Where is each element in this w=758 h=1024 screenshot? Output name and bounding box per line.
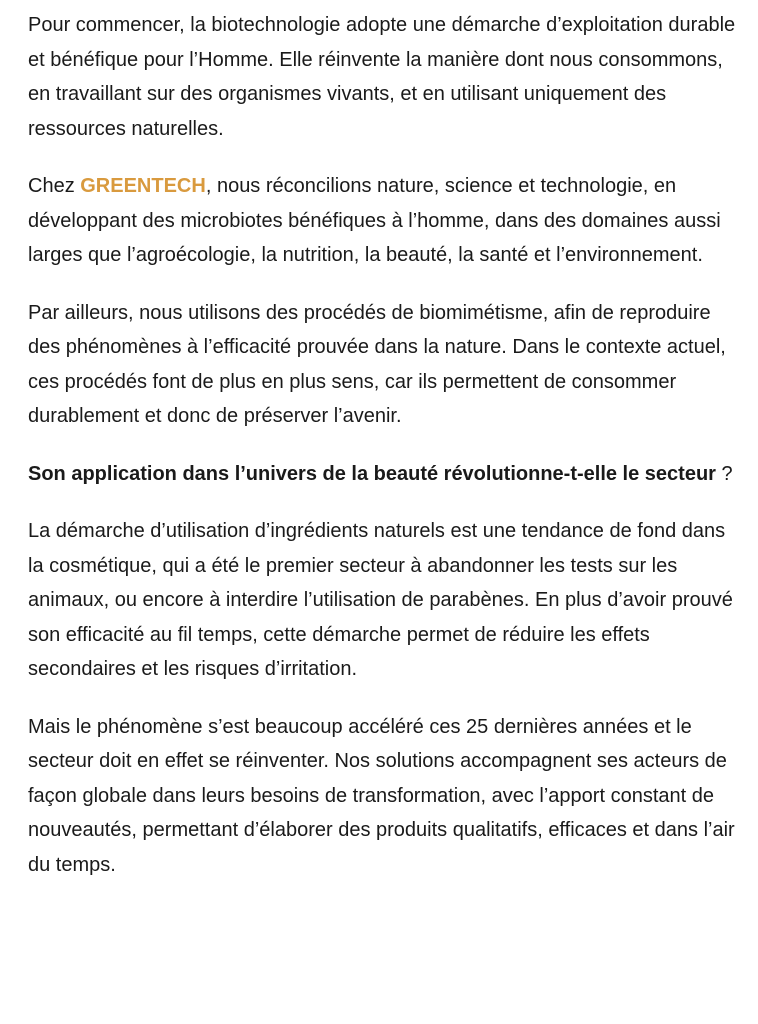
- section-question: [28, 457, 738, 492]
- paragraph-greentech-rest: , nous réconcilions nature, science et technologie, en développant des microbiotes bénéfiques à l’homme, dans des domaines aussi larges que l’agroécologie, la nutrition, la beauté, la santé et l’environnement.: [28, 175, 721, 266]
- paragraph-cosmetics: La démarche d’utilisation d’ingrédients naturels est une tendance de fond dans la cosmétique, qui a été le premier secteur à abandonner les tests sur les animaux, ou encore à interdire l’utilisation de parabènes. En plus d’avoir prouvé son efficacité au fil temps, cette démarche permet de réduire les effets secondaires et les risques d’irritation.: [28, 520, 733, 680]
- article-body: [28, 8, 738, 905]
- paragraph-acceleration: Mais le phénomène s’est beaucoup accéléré ces 25 dernières années et le secteur doit en effet se réinventer. Nos solutions accompagnent ses acteurs de façon globale dans leurs besoins de transformation, avec l’apport constant de nouveautés, permettant d’élaborer des produits qualitatifs, efficaces et dans l’air du temps.: [28, 715, 735, 876]
- question-mark: ?: [715, 462, 733, 485]
- paragraph-biomimetism: Par ailleurs, nous utilisons des procédés de biomimétisme, afin de reproduire des phénomènes à l’efficacité prouvée dans la nature. Dans le contexte actuel, ces procédés font de plus en plus sens, car ils permettent de consommer durablement et donc de préserver l’avenir.: [28, 301, 726, 427]
- paragraph-greentech-lead: Chez: [28, 175, 81, 197]
- question-bold-text: Son application dans l’univers de la beauté révolutionne-t-elle le secteur: [28, 462, 716, 485]
- paragraph-greentech: [28, 169, 738, 273]
- brand-name: GREENTECH: [80, 175, 206, 197]
- paragraph-intro: Pour commencer, la biotechnologie adopte une démarche d’exploitation durable et bénéfique pour l’Homme. Elle réinvente la manière dont nous consommons, en travaillant sur des organismes vivants, et en utilisant uniquement des ressources naturelles.: [28, 14, 736, 140]
